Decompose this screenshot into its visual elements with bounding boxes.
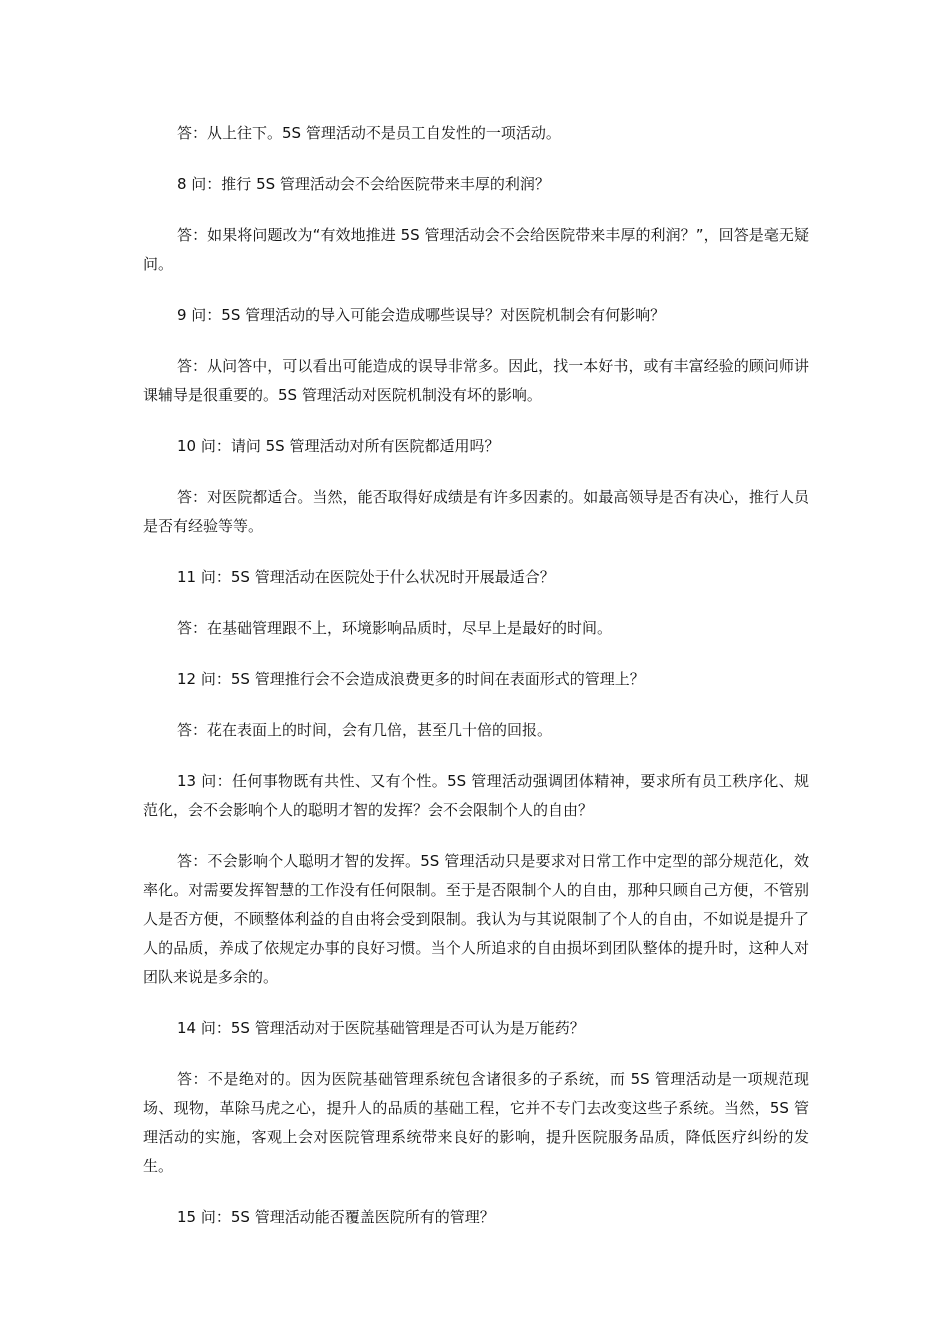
answer-paragraph: 答：对医院都适合。当然，能否取得好成绩是有许多因素的。如最高领导是否有决心，推行人员是否有经验等等。	[143, 488, 809, 535]
question-paragraph: 13 问：任何事物既有共性、又有个性。5S 管理活动强调团体精神，要求所有员工秩序化、规范化，会不会影响个人的聪明才智的发挥？会不会限制个人的自由？	[143, 772, 809, 819]
question-paragraph: 10 问：请问 5S 管理活动对所有医院都适用吗？	[177, 437, 500, 455]
document-body	[143, 119, 809, 1254]
question-paragraph: 14 问：5S 管理活动对于医院基础管理是否可认为是万能药？	[177, 1019, 585, 1037]
question-paragraph: 9 问：5S 管理活动的导入可能会造成哪些误导？对医院机制会有何影响？	[177, 306, 666, 324]
answer-paragraph: 答：在基础管理跟不上，环境影响品质时，尽早上是最好的时间。	[177, 619, 613, 637]
answer-paragraph: 答：从问答中，可以看出可能造成的误导非常多。因此，找一本好书，或有丰富经验的顾问师讲课辅导是很重要的。5S 管理活动对医院机制没有坏的影响。	[143, 357, 809, 404]
answer-paragraph: 答：从上往下。5S 管理活动不是员工自发性的一项活动。	[177, 124, 561, 142]
question-paragraph: 15 问：5S 管理活动能否覆盖医院所有的管理？	[177, 1208, 495, 1226]
question-paragraph: 12 问：5S 管理推行会不会造成浪费更多的时间在表面形式的管理上？	[177, 670, 645, 688]
answer-paragraph: 答：不是绝对的。因为医院基础管理系统包含诸很多的子系统，而 5S 管理活动是一项规范现场、现物，革除马虎之心，提升人的品质的基础工程，它并不专门去改变这些子系统。当然，5S 管理活动的实施，客观上会对医院管理系统带来良好的影响，提升医院服务品质，降低医疗纠纷的发生。	[143, 1070, 809, 1175]
question-paragraph: 11 问：5S 管理活动在医院处于什么状况时开展最适合？	[177, 568, 555, 586]
answer-paragraph: 答：如果将问题改为“有效地推进 5S 管理活动会不会给医院带来丰厚的利润？”，回答是毫无疑问。	[143, 226, 809, 273]
question-paragraph: 8 问：推行 5S 管理活动会不会给医院带来丰厚的利润？	[177, 175, 550, 193]
answer-paragraph: 答：花在表面上的时间，会有几倍，甚至几十倍的回报。	[177, 721, 553, 739]
answer-paragraph: 答：不会影响个人聪明才智的发挥。5S 管理活动只是要求对日常工作中定型的部分规范化，效率化。对需要发挥智慧的工作没有任何限制。至于是否限制个人的自由，那种只顾自己方便，不管别人是否方便，不顾整体利益的自由将会受到限制。我认为与其说限制了个人的自由，不如说是提升了人的品质，养成了依规定办事的良好习惯。当个人所追求的自由损坏到团队整体的提升时，这种人对团队来说是多余的。	[143, 852, 809, 986]
